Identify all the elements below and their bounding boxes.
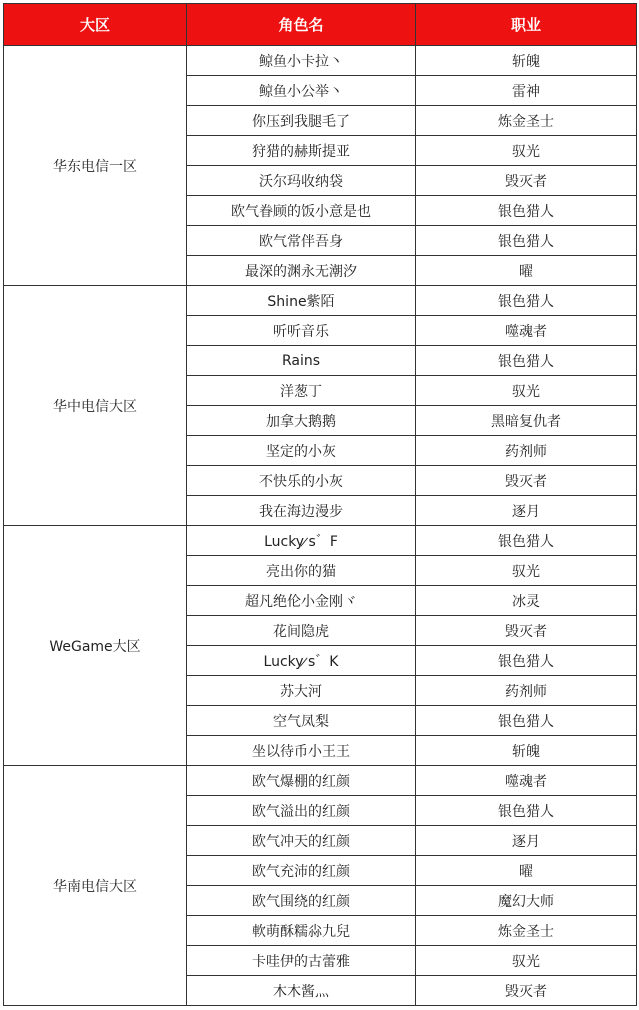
role-name-cell: 最深的渊永无潮汐: [187, 256, 416, 286]
table-row: [4, 46, 637, 76]
role-name-cell: 鲸鱼小卡拉丶: [187, 46, 416, 76]
role-name-cell: 坐以待币小王王: [187, 736, 416, 766]
job-cell: 逐月: [416, 826, 637, 856]
role-name-cell: 空气凤梨: [187, 706, 416, 736]
role-name-cell: 狩猎的赫斯提亚: [187, 136, 416, 166]
job-cell: 银色猎人: [416, 646, 637, 676]
role-name-cell: 軟萌酥糯尛九兒: [187, 916, 416, 946]
role-name-cell: 不快乐的小灰: [187, 466, 416, 496]
role-name-cell: 超凡绝伦小金刚ヾ: [187, 586, 416, 616]
region-cell: 华南电信大区: [4, 766, 187, 1006]
header-job: 职业: [416, 4, 637, 46]
job-cell: 斩魄: [416, 736, 637, 766]
job-cell: 驭光: [416, 946, 637, 976]
header-row: [4, 4, 637, 46]
job-cell: 炼金圣士: [416, 916, 637, 946]
role-name-cell: 加拿大鹅鹅: [187, 406, 416, 436]
role-name-cell: Lucky ̷s゛F: [187, 526, 416, 556]
role-name-cell: 欧气冲天的红颜: [187, 826, 416, 856]
role-name-cell: Shine紫陌: [187, 286, 416, 316]
job-cell: 银色猎人: [416, 526, 637, 556]
table-row: [4, 526, 637, 556]
role-name-cell: Rains: [187, 346, 416, 376]
job-cell: 毁灭者: [416, 466, 637, 496]
roster-table: [3, 3, 637, 1006]
region-cell: 华东电信一区: [4, 46, 187, 286]
role-name-cell: 木木酱灬: [187, 976, 416, 1006]
role-name-cell: 你压到我腿毛了: [187, 106, 416, 136]
role-name-cell: 欧气常伴吾身: [187, 226, 416, 256]
role-name-cell: 沃尔玛收纳袋: [187, 166, 416, 196]
job-cell: 毁灭者: [416, 616, 637, 646]
job-cell: 黑暗复仇者: [416, 406, 637, 436]
role-name-cell: 欧气爆棚的红颜: [187, 766, 416, 796]
role-name-cell: 鲸鱼小公举丶: [187, 76, 416, 106]
table-row: [4, 286, 637, 316]
role-name-cell: Lucky ̷s゛K: [187, 646, 416, 676]
job-cell: 噬魂者: [416, 766, 637, 796]
job-cell: 冰灵: [416, 586, 637, 616]
job-cell: 药剂师: [416, 436, 637, 466]
job-cell: 驭光: [416, 136, 637, 166]
role-name-cell: 欧气充沛的红颜: [187, 856, 416, 886]
role-name-cell: 苏大河: [187, 676, 416, 706]
role-name-cell: 欧气眷顾的饭小意是也: [187, 196, 416, 226]
role-name-cell: 亮出你的猫: [187, 556, 416, 586]
job-cell: 斩魄: [416, 46, 637, 76]
role-name-cell: 卡哇伊的古蕾雅: [187, 946, 416, 976]
job-cell: 毁灭者: [416, 166, 637, 196]
job-cell: 银色猎人: [416, 286, 637, 316]
job-cell: 毁灭者: [416, 976, 637, 1006]
role-name-cell: 欧气溢出的红颜: [187, 796, 416, 826]
region-cell: 华中电信大区: [4, 286, 187, 526]
job-cell: 逐月: [416, 496, 637, 526]
job-cell: 银色猎人: [416, 226, 637, 256]
job-cell: 魔幻大师: [416, 886, 637, 916]
region-cell: WeGame大区: [4, 526, 187, 766]
job-cell: 噬魂者: [416, 316, 637, 346]
role-name-cell: 欧气围绕的红颜: [187, 886, 416, 916]
job-cell: 驭光: [416, 556, 637, 586]
job-cell: 银色猎人: [416, 706, 637, 736]
job-cell: 银色猎人: [416, 346, 637, 376]
job-cell: 银色猎人: [416, 796, 637, 826]
job-cell: 雷神: [416, 76, 637, 106]
job-cell: 炼金圣士: [416, 106, 637, 136]
header-role: 角色名: [187, 4, 416, 46]
role-name-cell: 坚定的小灰: [187, 436, 416, 466]
job-cell: 曜: [416, 256, 637, 286]
role-name-cell: 洋葱丁: [187, 376, 416, 406]
table-header: [4, 4, 637, 46]
header-region: 大区: [4, 4, 187, 46]
job-cell: 银色猎人: [416, 196, 637, 226]
table-body: [4, 46, 637, 1006]
role-name-cell: 我在海边漫步: [187, 496, 416, 526]
job-cell: 驭光: [416, 376, 637, 406]
job-cell: 药剂师: [416, 676, 637, 706]
job-cell: 曜: [416, 856, 637, 886]
roster-table-wrapper: [3, 3, 636, 1006]
role-name-cell: 花间隐虎: [187, 616, 416, 646]
table-row: [4, 766, 637, 796]
role-name-cell: 听听音乐: [187, 316, 416, 346]
